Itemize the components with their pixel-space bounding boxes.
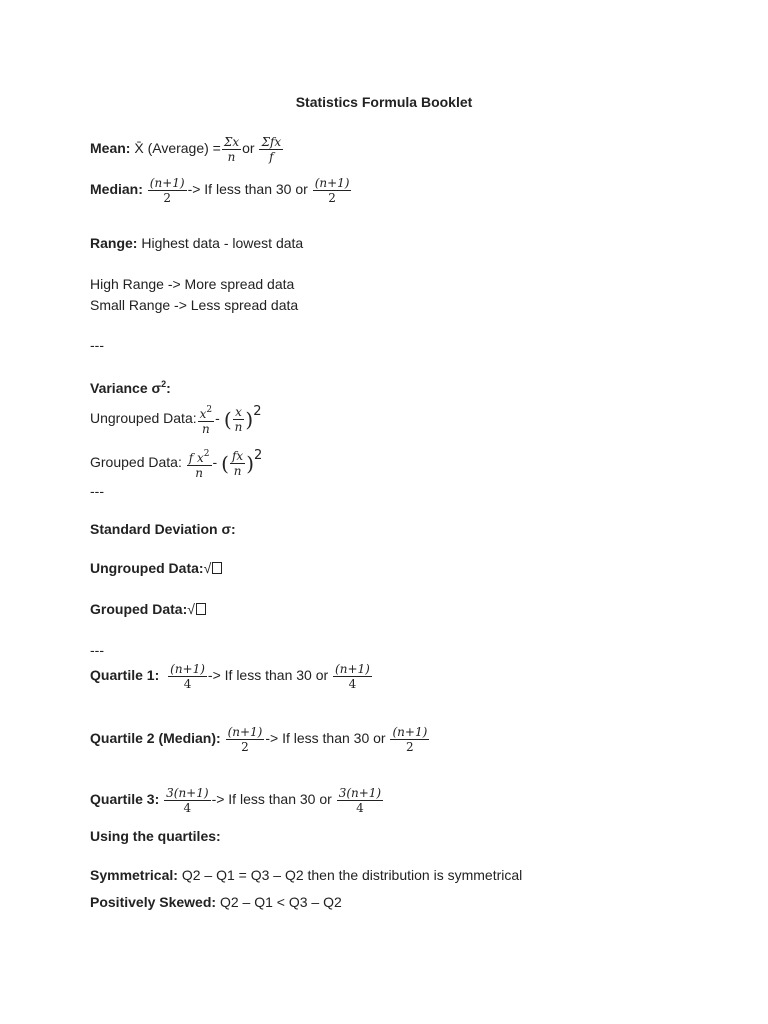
q1-fraction-2: $\frac{(n+1)}{4}$	[335, 662, 370, 691]
separator: ---	[90, 483, 104, 499]
sd-heading: Standard Deviation σ:	[90, 521, 236, 537]
quartile1-line	[90, 662, 373, 691]
variance-heading: Variance $\sigma^2$:	[90, 379, 171, 396]
sqrt-icon: √	[203, 560, 212, 576]
sd-ungrouped-line: Ungrouped Data:√	[90, 559, 222, 577]
quartile2-line	[90, 725, 430, 754]
xbar-symbol: X̄	[134, 140, 144, 157]
mean-label: Mean:	[90, 140, 131, 157]
separator: ---	[90, 642, 104, 658]
sd-grouped-line: Grouped Data:√	[90, 600, 206, 618]
variance-ug-paren-fraction: $\frac{x}{n}$	[234, 405, 243, 434]
median-fraction-2: $\frac{(n+1)}{2}$	[314, 176, 350, 205]
q1-text: -> If less than 30 or	[207, 667, 329, 684]
mean-or: or	[242, 140, 255, 157]
minus-sign: -	[215, 410, 220, 427]
range-line	[90, 234, 303, 252]
page-title: Statistics Formula Booklet	[295, 94, 473, 110]
variance-grouped-line: Grouped Data: $\frac{f x^2}{n}$ - ( $\frac{fx}{n}$ )2	[90, 448, 263, 480]
small-range-line: Small Range -> Less spread data	[90, 297, 299, 313]
q2-fraction-1: $\frac{(n+1)}{2}$	[227, 725, 263, 754]
grouped-label: Grouped Data:	[90, 454, 182, 471]
using-quartiles-heading: Using the quartiles:	[90, 828, 221, 844]
sqrt-icon: √	[187, 601, 195, 617]
quartile2-label: Quartile 2 (Median):	[90, 730, 221, 747]
ungrouped-label: Ungrouped Data:	[90, 410, 197, 427]
median-fraction-1: $\frac{(n+1)}{2}$	[149, 176, 185, 205]
q2-text: -> If less than 30 or	[265, 730, 386, 747]
symmetrical-text: Q2 – Q1 = Q3 – Q2 then the distribution is symmetrical	[181, 867, 523, 883]
q3-fraction-1: $\frac{3(n+1)}{4}$	[166, 786, 209, 815]
q1-fraction-1: $\frac{(n+1)}{4}$	[170, 662, 205, 691]
positive-skew-label: Positively Skewed:	[90, 894, 217, 910]
variance-ug-fraction: $\frac{x^2}{n}$	[199, 405, 213, 436]
quartile3-label: Quartile 3:	[90, 791, 160, 808]
symmetrical-line	[90, 866, 522, 884]
median-line	[90, 176, 352, 205]
quartile3-line	[90, 786, 384, 815]
high-range-line: High Range -> More spread data	[90, 276, 295, 292]
placeholder-box-icon	[212, 562, 222, 574]
variance-g-paren-fraction: $\frac{fx}{n}$	[231, 449, 244, 478]
mean-line	[90, 135, 284, 164]
range-label: Range:	[90, 235, 138, 251]
q3-fraction-2: $\frac{3(n+1)}{4}$	[338, 786, 382, 815]
minus-sign: -	[212, 454, 218, 471]
symmetrical-label: Symmetrical:	[90, 867, 178, 883]
variance-g-fraction: $\frac{f x^2}{n}$	[188, 449, 210, 480]
median-label: Median:	[90, 181, 143, 198]
positive-skew-text: Q2 – Q1 < Q3 – Q2	[219, 894, 342, 910]
variance-ungrouped-line: Ungrouped Data: $\frac{x^2}{n}$ - ( $\frac{x}{n}$ )2	[90, 404, 262, 436]
mean-fraction-1: $\frac{\Sigma x}{n}$	[223, 135, 240, 164]
mean-text: (Average) =	[147, 140, 221, 157]
separator: ---	[90, 337, 104, 353]
quartile1-label: Quartile 1:	[90, 667, 160, 684]
mean-fraction-2: $\frac{\text{Σfx}}{f}$	[261, 135, 282, 164]
q2-fraction-2: $\frac{(n+1)}{2}$	[392, 725, 428, 754]
range-text: Highest data - lowest data	[141, 235, 304, 251]
positive-skew-line	[90, 893, 342, 911]
q3-text: -> If less than 30 or	[211, 791, 332, 808]
placeholder-box-icon	[196, 603, 206, 615]
median-text: -> If less than 30 or	[187, 181, 308, 198]
